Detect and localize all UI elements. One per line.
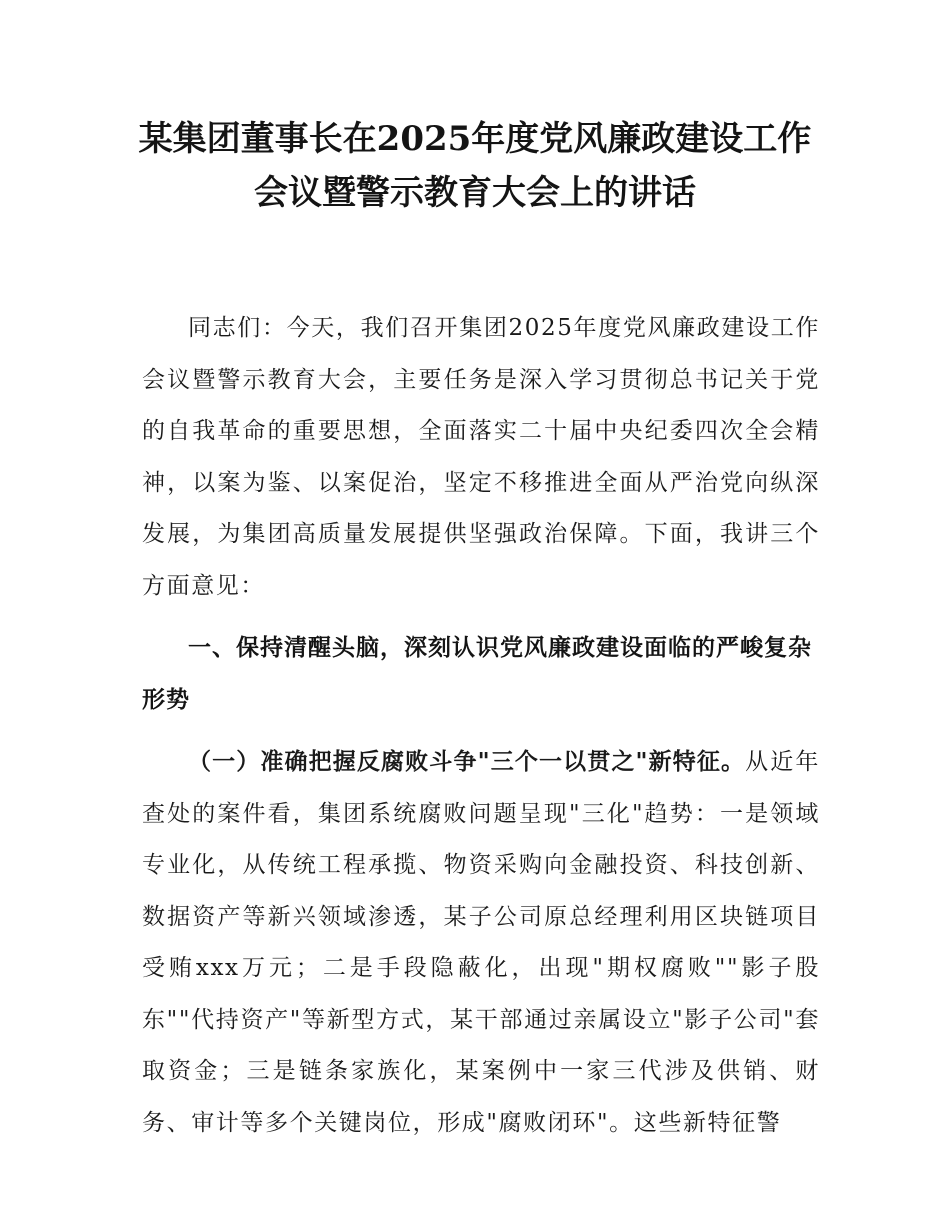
document-body xyxy=(142,303,820,1149)
title-line-2: 会议暨警示教育大会上的讲话 xyxy=(254,173,696,213)
subsection-1-text: 从近年查处的案件看，集团系统腐败问题呈现"三化"趋势：一是领域专业化，从传统工程承揽、物资采购向金融投资、科技创新、数据资产等新兴领域渗透，某子公司原总经理利用区块链项目受贿xxx万元；二是手段隐蔽化，出现"期权腐败""影子股东""代持资产"等新型方式，某干部通过亲属设立"影子公司"套取资金；三是链条家族化，某案例中一家三代涉及供销、财务、审计等多个关键岗位，形成"腐败闭环"。这些新特征警 xyxy=(142,749,820,1136)
title-line-1: 某集团董事长在2025年度党风廉政建设工作 xyxy=(138,119,812,159)
subsection-1-paragraph xyxy=(142,737,820,1149)
document-title xyxy=(60,112,890,220)
section-1-heading: 一、保持清醒头脑，深刻认识党风廉政建设面临的严峻复杂形势 xyxy=(142,635,812,713)
subsection-1-heading: （一）准确把握反腐败斗争"三个一以贯之"新特征。 xyxy=(188,749,746,775)
intro-paragraph: 同志们：今天，我们召开集团2025年度党风廉政建设工作会议暨警示教育大会，主要任务是深入学习贯彻总书记关于党的自我革命的重要思想，全面落实二十届中央纪委四次全会精神，以案为鉴、以案促治，坚定不移推进全面从严治党向纵深发展，为集团高质量发展提供坚强政治保障。下面，我讲三个方面意见： xyxy=(142,315,820,599)
